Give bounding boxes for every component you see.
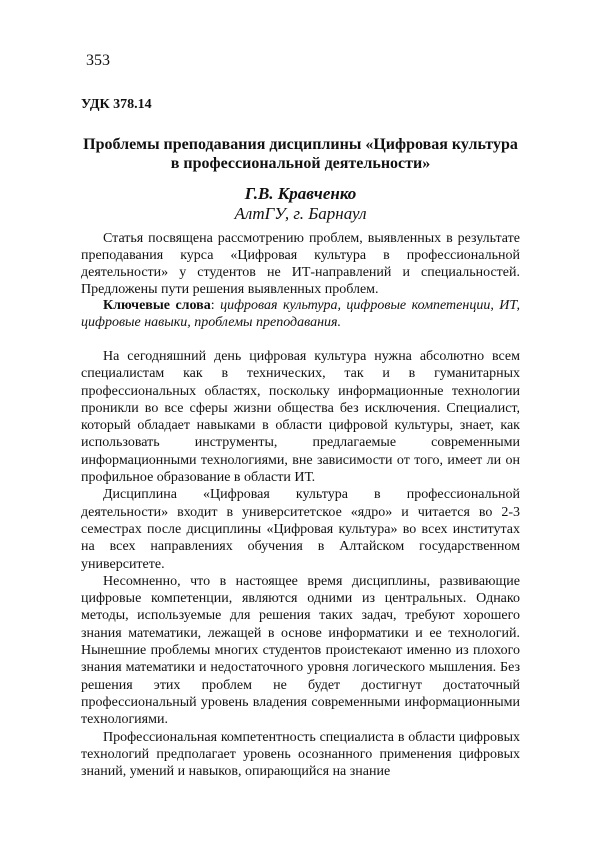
abstract: Статья посвящена рассмотрению проблем, выявленных в результате преподавания курса «Цифровая культура в профессиональной деятельности» у студентов не ИТ-направлений и специальностей. Предложены пути решения выявленных проблем. [81,231,520,297]
keywords-label: Ключевые слова [103,298,211,313]
udk-code: УДК 378.14 [81,97,152,112]
author-name: Г.В. Кравченко [244,184,357,203]
keywords-separator: : [210,298,221,313]
article-title: Проблемы преподавания дисциплины «Цифровая культура в профессиональной деятельности» [83,136,518,172]
body-paragraph: Несомненно, что в настоящее время дисциплины, развивающие цифровые компетенции, являются одними из центральных. Однако методы, используемые для решения таких задач, требуют хорошего знания математики, лежащей в основе информатики и ее технологий. Нынешние проблемы многих студентов проистекают именно из плохого знания математики и недостаточного уровня логического мышления. Без решения этих проблем не будет достигнут достаточный профессиональный уровень владения современными информационными технологиями. [81,573,520,728]
keywords-list: цифровая культура, цифровые компетенции, ИТ, цифровые навыки, проблемы преподавания. [81,298,520,330]
body-paragraph: Профессиональная компетентность специалиста в области цифровых технологий предполагает уровень осознанного применения цифровых знаний, умений и навыков, опирающийся на знание [81,729,520,780]
body-paragraph: Дисциплина «Цифровая культура в профессиональной деятельности» входит в университетское «ядро» и читается во 2-3 семестрах после дисциплины «Цифровая культура» во всех институтах на всех направлениях обучения в Алтайском государственном университете. [81,487,520,572]
article-body [81,348,520,780]
page-number: 353 [86,52,110,69]
author-affiliation: АлтГУ, г. Барнаул [234,204,367,223]
keywords [81,297,520,331]
body-paragraph: На сегодняшний день цифровая культура нужна абсолютно всем специалистам как в технических, так и в гуманитарных профессиональных областях, поскольку информационные технологии проникли во все сферы жизни общества без исключения. Специалист, который обладает навыками в области цифровой культуры, знает, как использовать инструменты, предлагаемые современными информационными технологиями, вне зависимости от того, имеет ли он профильное образование в области ИТ. [81,349,520,486]
